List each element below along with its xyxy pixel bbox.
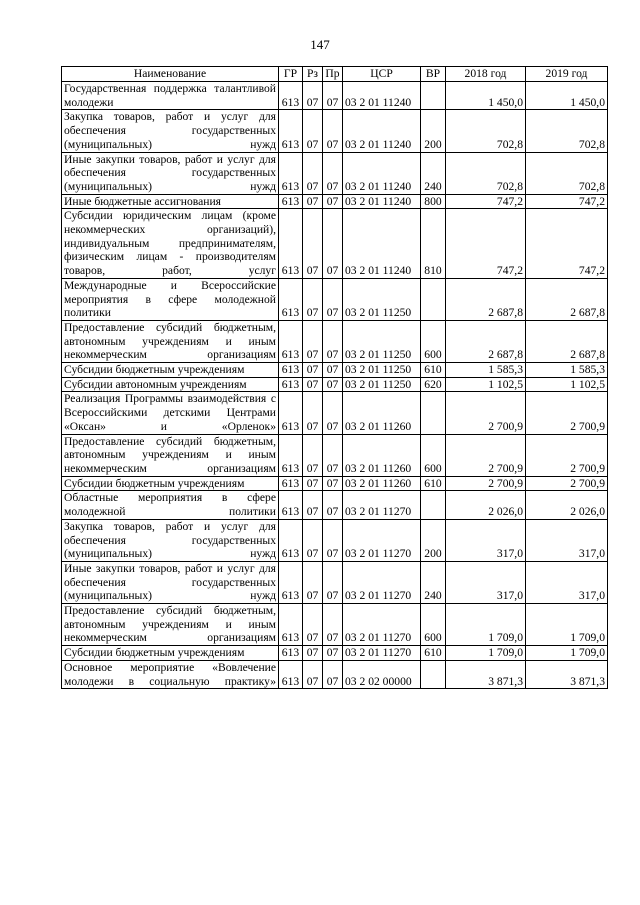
cell-pr: 07 <box>323 604 343 646</box>
cell-name: Реализация Программы взаимодействия с Всероссийскими детскими Центрами «Оксан» и «Орленок» <box>62 392 279 434</box>
cell-y2018: 702,8 <box>446 152 526 194</box>
cell-rz: 07 <box>303 646 323 661</box>
cell-vr: 240 <box>421 152 446 194</box>
cell-pr: 07 <box>323 152 343 194</box>
cell-csr: 03 2 01 11250 <box>343 363 421 378</box>
header-vr: ВР <box>421 67 446 82</box>
cell-name: Субсидии юридическим лицам (кроме некоммерческих организаций), индивидуальным предпринимателям, физическим лицам - производителям товаров, работ, услуг <box>62 209 279 279</box>
cell-vr <box>421 82 446 110</box>
cell-vr: 800 <box>421 194 446 209</box>
cell-name: Предоставление субсидий бюджетным, автономным учреждениям и иным некоммерческим организациям <box>62 604 279 646</box>
table-row <box>62 392 608 434</box>
header-gr: ГР <box>279 67 303 82</box>
cell-y2019: 2 700,9 <box>526 476 608 491</box>
cell-csr: 03 2 01 11270 <box>343 491 421 519</box>
cell-pr: 07 <box>323 476 343 491</box>
page-number: 147 <box>310 37 330 52</box>
cell-y2019: 1 450,0 <box>526 82 608 110</box>
cell-y2018: 317,0 <box>446 519 526 561</box>
cell-csr: 03 2 01 11250 <box>343 278 421 320</box>
cell-csr: 03 2 01 11240 <box>343 82 421 110</box>
cell-gr: 613 <box>279 434 303 476</box>
cell-gr: 613 <box>279 660 303 688</box>
cell-rz: 07 <box>303 209 323 279</box>
cell-y2019: 702,8 <box>526 110 608 152</box>
cell-y2019: 317,0 <box>526 519 608 561</box>
cell-csr: 03 2 01 11240 <box>343 209 421 279</box>
header-2018: 2018 год <box>446 67 526 82</box>
cell-csr: 03 2 01 11250 <box>343 320 421 362</box>
header-pr: Пр <box>323 67 343 82</box>
cell-name: Иные бюджетные ассигнования <box>62 194 279 209</box>
cell-gr: 613 <box>279 377 303 392</box>
cell-gr: 613 <box>279 561 303 603</box>
header-rz: Рз <box>303 67 323 82</box>
cell-name: Субсидии бюджетным учреждениям <box>62 646 279 661</box>
cell-y2018: 2 700,9 <box>446 392 526 434</box>
cell-name: Закупка товаров, работ и услуг для обеспечения государственных (муниципальных) нужд <box>62 519 279 561</box>
cell-vr: 610 <box>421 646 446 661</box>
cell-y2019: 2 700,9 <box>526 434 608 476</box>
cell-pr: 07 <box>323 363 343 378</box>
cell-rz: 07 <box>303 519 323 561</box>
table-row <box>62 363 608 378</box>
cell-pr: 07 <box>323 82 343 110</box>
cell-rz: 07 <box>303 561 323 603</box>
cell-pr: 07 <box>323 194 343 209</box>
cell-vr: 600 <box>421 604 446 646</box>
cell-vr: 810 <box>421 209 446 279</box>
cell-y2018: 1 709,0 <box>446 604 526 646</box>
cell-y2019: 2 687,8 <box>526 320 608 362</box>
cell-name: Областные мероприятия в сфере молодежной политики <box>62 491 279 519</box>
table-row <box>62 320 608 362</box>
cell-vr <box>421 392 446 434</box>
cell-rz: 07 <box>303 604 323 646</box>
cell-name: Международные и Всероссийские мероприятия в сфере молодежной политики <box>62 278 279 320</box>
cell-y2018: 2 700,9 <box>446 476 526 491</box>
cell-y2018: 1 709,0 <box>446 646 526 661</box>
cell-y2019: 2 026,0 <box>526 491 608 519</box>
cell-rz: 07 <box>303 434 323 476</box>
cell-y2019: 1 709,0 <box>526 646 608 661</box>
cell-csr: 03 2 01 11270 <box>343 646 421 661</box>
cell-y2018: 1 585,3 <box>446 363 526 378</box>
table-row <box>62 82 608 110</box>
cell-gr: 613 <box>279 491 303 519</box>
cell-y2019: 747,2 <box>526 209 608 279</box>
cell-y2018: 2 687,8 <box>446 278 526 320</box>
cell-gr: 613 <box>279 519 303 561</box>
table-row <box>62 660 608 688</box>
cell-pr: 07 <box>323 660 343 688</box>
cell-csr: 03 2 01 11270 <box>343 519 421 561</box>
cell-csr: 03 2 01 11260 <box>343 434 421 476</box>
cell-pr: 07 <box>323 320 343 362</box>
cell-rz: 07 <box>303 152 323 194</box>
cell-rz: 07 <box>303 476 323 491</box>
cell-rz: 07 <box>303 278 323 320</box>
cell-gr: 613 <box>279 110 303 152</box>
cell-vr <box>421 278 446 320</box>
cell-vr: 600 <box>421 434 446 476</box>
cell-rz: 07 <box>303 110 323 152</box>
cell-pr: 07 <box>323 434 343 476</box>
cell-rz: 07 <box>303 320 323 362</box>
cell-csr: 03 2 01 11260 <box>343 476 421 491</box>
cell-rz: 07 <box>303 392 323 434</box>
cell-pr: 07 <box>323 491 343 519</box>
cell-name: Государственная поддержка талантливой молодежи <box>62 82 279 110</box>
cell-y2018: 1 450,0 <box>446 82 526 110</box>
cell-vr: 610 <box>421 476 446 491</box>
cell-y2019: 747,2 <box>526 194 608 209</box>
table-row <box>62 209 608 279</box>
cell-csr: 03 2 01 11270 <box>343 604 421 646</box>
table-row <box>62 152 608 194</box>
cell-y2019: 702,8 <box>526 152 608 194</box>
cell-pr: 07 <box>323 646 343 661</box>
cell-pr: 07 <box>323 519 343 561</box>
cell-rz: 07 <box>303 660 323 688</box>
cell-y2018: 3 871,3 <box>446 660 526 688</box>
cell-csr: 03 2 01 11260 <box>343 392 421 434</box>
header-2019: 2019 год <box>526 67 608 82</box>
table-row <box>62 646 608 661</box>
table-row <box>62 604 608 646</box>
cell-pr: 07 <box>323 110 343 152</box>
cell-gr: 613 <box>279 82 303 110</box>
table-row <box>62 377 608 392</box>
cell-name: Субсидии бюджетным учреждениям <box>62 476 279 491</box>
cell-y2019: 1 102,5 <box>526 377 608 392</box>
cell-name: Субсидии автономным учреждениям <box>62 377 279 392</box>
cell-y2018: 1 102,5 <box>446 377 526 392</box>
cell-rz: 07 <box>303 194 323 209</box>
table-row <box>62 519 608 561</box>
cell-rz: 07 <box>303 363 323 378</box>
cell-gr: 613 <box>279 363 303 378</box>
header-name: Наименование <box>62 67 279 82</box>
cell-pr: 07 <box>323 278 343 320</box>
header-csr: ЦСР <box>343 67 421 82</box>
table-row <box>62 491 608 519</box>
table-row <box>62 561 608 603</box>
cell-csr: 03 2 01 11240 <box>343 152 421 194</box>
cell-rz: 07 <box>303 491 323 519</box>
cell-gr: 613 <box>279 476 303 491</box>
cell-gr: 613 <box>279 194 303 209</box>
cell-gr: 613 <box>279 646 303 661</box>
table-row <box>62 434 608 476</box>
cell-y2019: 1 709,0 <box>526 604 608 646</box>
cell-name: Иные закупки товаров, работ и услуг для обеспечения государственных (муниципальных) нужд <box>62 152 279 194</box>
table-row <box>62 110 608 152</box>
cell-vr <box>421 660 446 688</box>
cell-y2018: 2 026,0 <box>446 491 526 519</box>
table-body <box>62 82 608 689</box>
cell-csr: 03 2 01 11270 <box>343 561 421 603</box>
cell-name: Иные закупки товаров, работ и услуг для обеспечения государственных (муниципальных) нужд <box>62 561 279 603</box>
cell-vr: 610 <box>421 363 446 378</box>
cell-rz: 07 <box>303 82 323 110</box>
cell-y2019: 317,0 <box>526 561 608 603</box>
table-header-row <box>62 67 608 82</box>
table-row <box>62 476 608 491</box>
cell-y2019: 2 687,8 <box>526 278 608 320</box>
cell-csr: 03 2 01 11250 <box>343 377 421 392</box>
cell-name: Закупка товаров, работ и услуг для обеспечения государственных (муниципальных) нужд <box>62 110 279 152</box>
cell-vr: 620 <box>421 377 446 392</box>
cell-name: Предоставление субсидий бюджетным, автономным учреждениям и иным некоммерческим организациям <box>62 320 279 362</box>
cell-gr: 613 <box>279 278 303 320</box>
cell-y2019: 3 871,3 <box>526 660 608 688</box>
cell-pr: 07 <box>323 377 343 392</box>
cell-gr: 613 <box>279 604 303 646</box>
cell-pr: 07 <box>323 209 343 279</box>
cell-vr <box>421 491 446 519</box>
cell-y2018: 2 687,8 <box>446 320 526 362</box>
cell-gr: 613 <box>279 392 303 434</box>
cell-csr: 03 2 01 11240 <box>343 194 421 209</box>
budget-table <box>61 66 608 689</box>
cell-y2018: 747,2 <box>446 209 526 279</box>
cell-rz: 07 <box>303 377 323 392</box>
cell-vr: 600 <box>421 320 446 362</box>
cell-y2018: 702,8 <box>446 110 526 152</box>
cell-vr: 240 <box>421 561 446 603</box>
cell-gr: 613 <box>279 320 303 362</box>
cell-vr: 200 <box>421 519 446 561</box>
cell-y2019: 2 700,9 <box>526 392 608 434</box>
cell-gr: 613 <box>279 152 303 194</box>
cell-y2018: 2 700,9 <box>446 434 526 476</box>
cell-pr: 07 <box>323 561 343 603</box>
table-row <box>62 278 608 320</box>
cell-gr: 613 <box>279 209 303 279</box>
cell-name: Предоставление субсидий бюджетным, автономным учреждениям и иным некоммерческим организациям <box>62 434 279 476</box>
cell-csr: 03 2 01 11240 <box>343 110 421 152</box>
cell-vr: 200 <box>421 110 446 152</box>
cell-y2018: 747,2 <box>446 194 526 209</box>
cell-csr: 03 2 02 00000 <box>343 660 421 688</box>
cell-y2018: 317,0 <box>446 561 526 603</box>
cell-pr: 07 <box>323 392 343 434</box>
cell-y2019: 1 585,3 <box>526 363 608 378</box>
cell-name: Основное мероприятие «Вовлечение молодежи в социальную практику» <box>62 660 279 688</box>
cell-name: Субсидии бюджетным учреждениям <box>62 363 279 378</box>
table-row <box>62 194 608 209</box>
